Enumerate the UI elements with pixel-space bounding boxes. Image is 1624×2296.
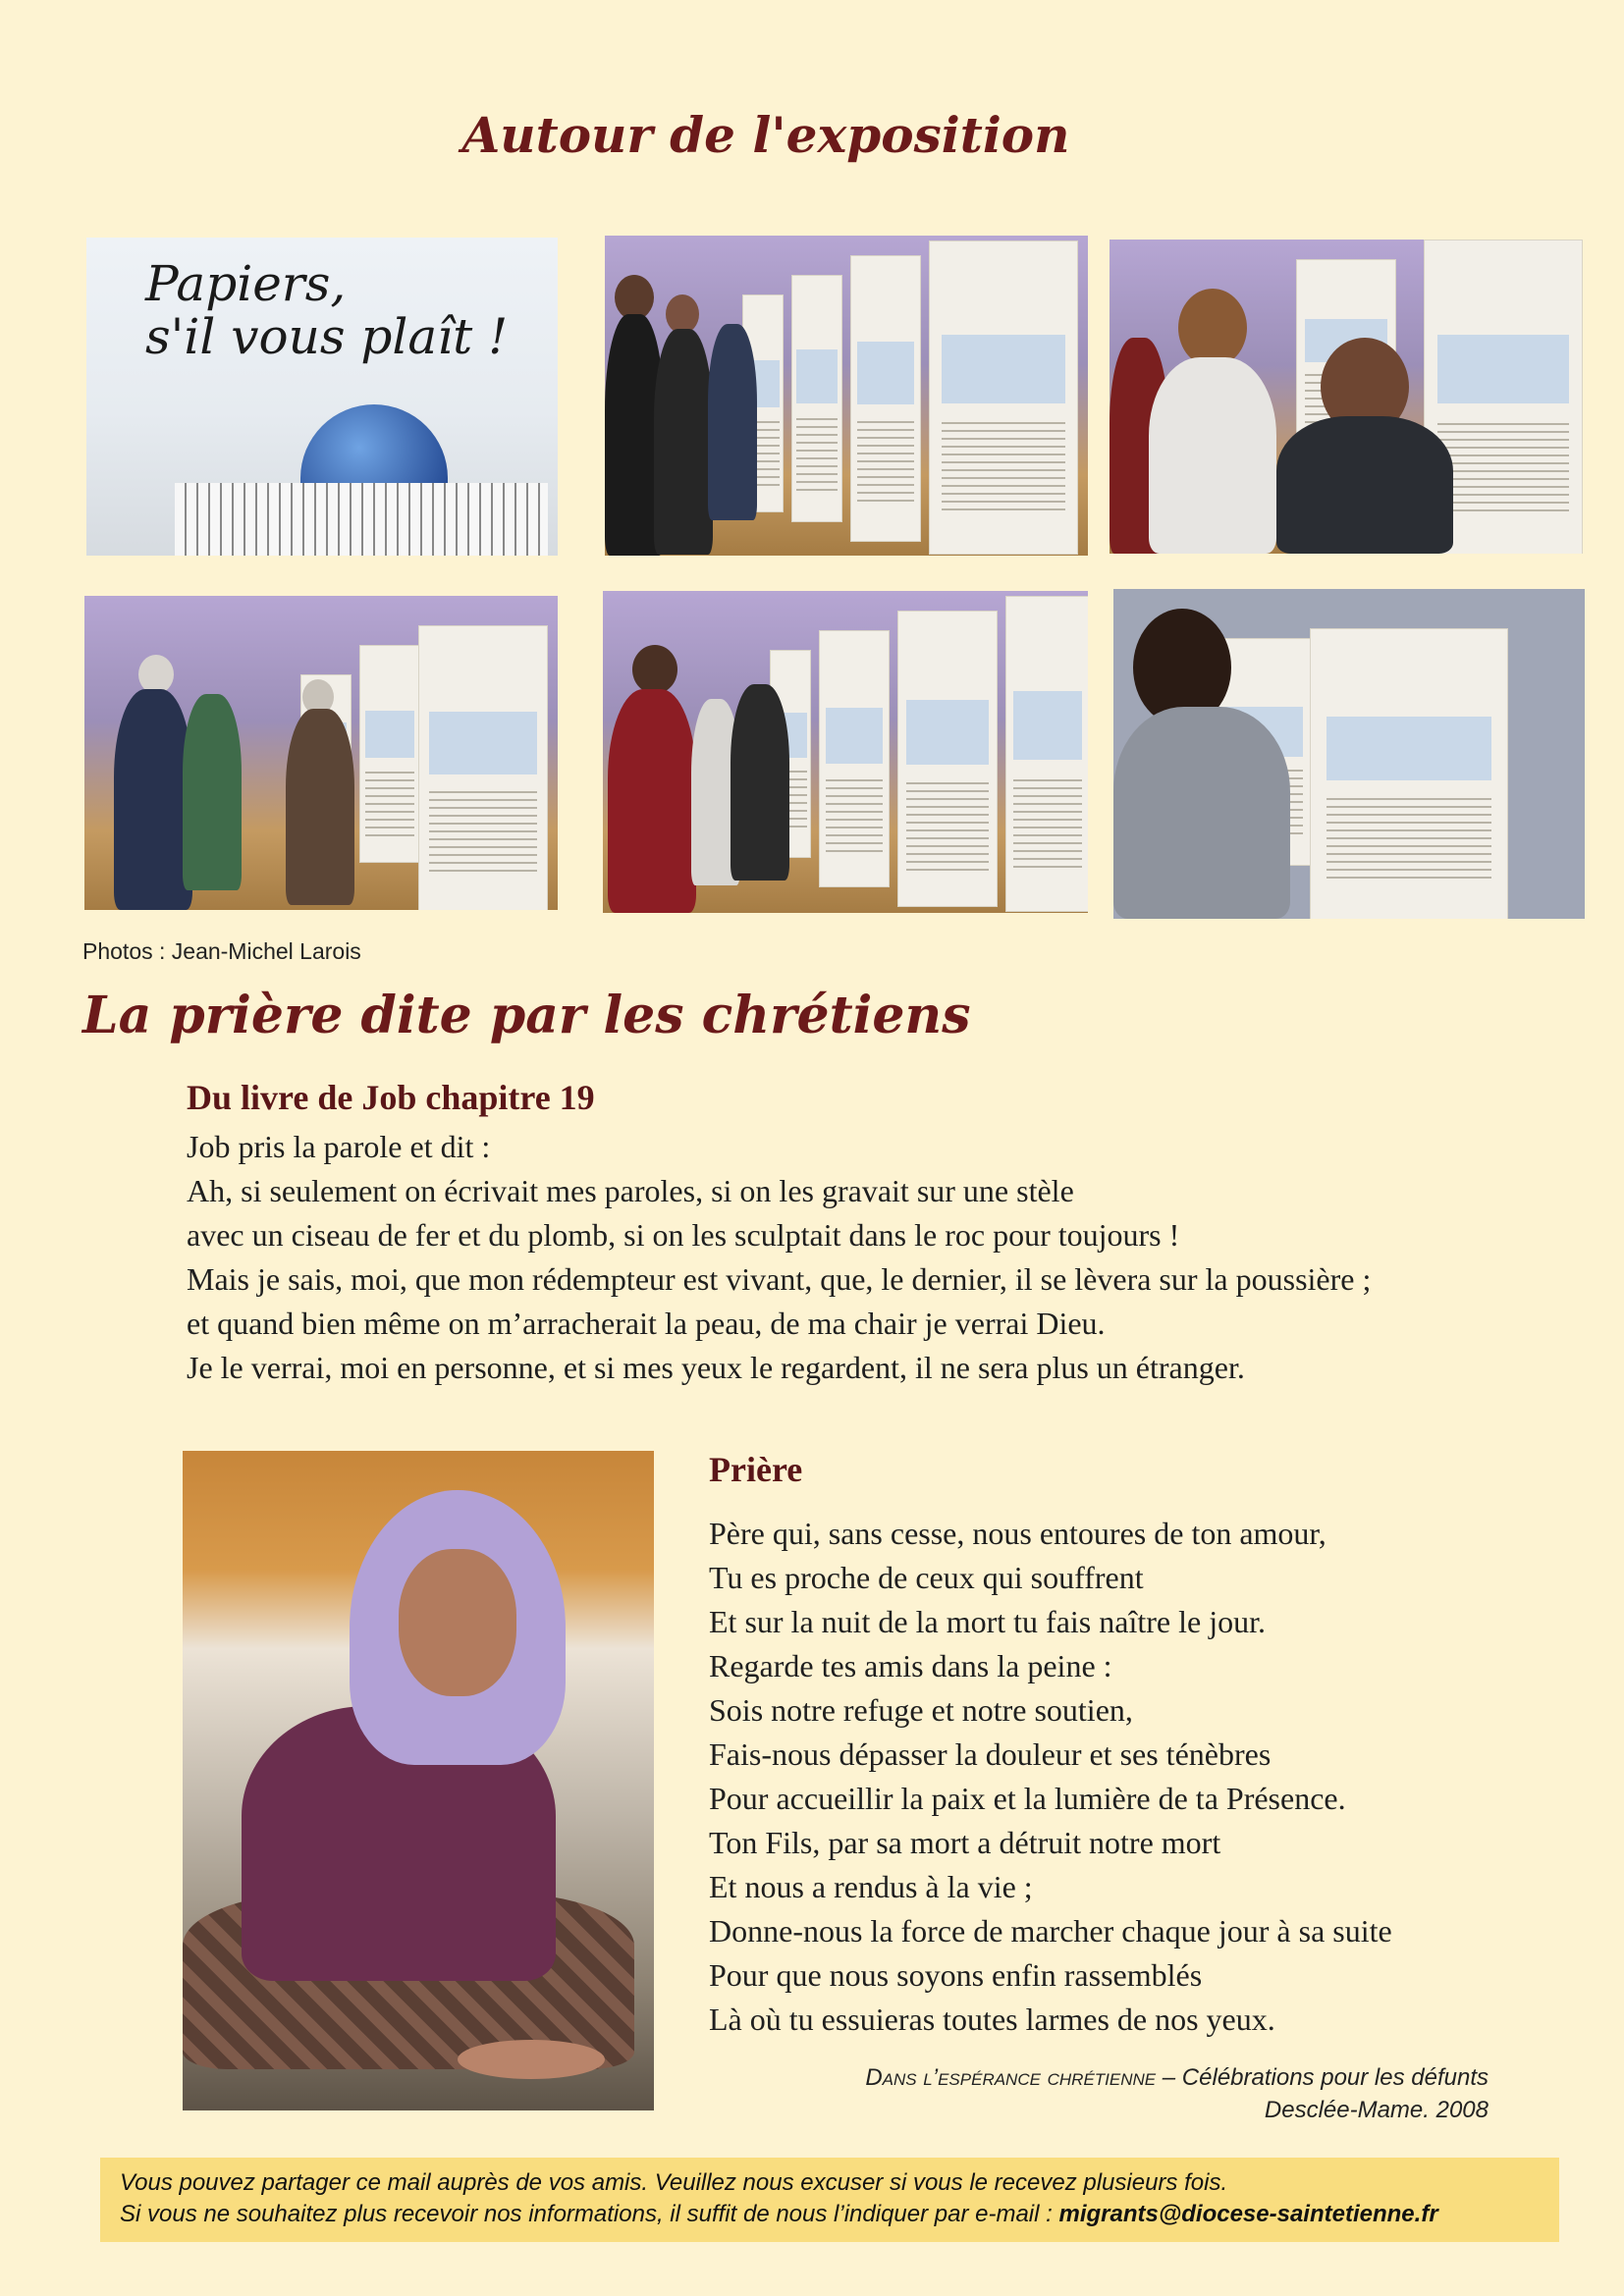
source-rest: – Célébrations pour les défunts <box>1156 2064 1489 2091</box>
footer-notice <box>100 2158 1559 2242</box>
photo-text-line2: s'il vous plaît ! <box>145 308 509 365</box>
page-title: Autour de l'exposition <box>461 106 1070 164</box>
job-reading <box>187 1125 1581 1390</box>
job-line: Job pris la parole et dit : <box>187 1129 491 1164</box>
job-line: et quand bien même on m’arracherait la peau, de ma chair je verrai Dieu. <box>187 1306 1106 1341</box>
prayer-line: Regarde tes amis dans la peine : <box>709 1648 1112 1683</box>
job-line: Ah, si seulement on écrivait mes paroles, si on les gravait sur une stèle <box>187 1173 1074 1208</box>
prayer-line: Père qui, sans cesse, nous entoures de ton amour, <box>709 1516 1326 1551</box>
photo-credit: Photos : Jean-Michel Larois <box>82 938 361 964</box>
job-heading: Du livre de Job chapitre 19 <box>187 1078 595 1117</box>
prayer-line: Pour accueillir la paix et la lumière de ta Présence. <box>709 1781 1346 1816</box>
footer-line2: Si vous ne souhaitez plus recevoir nos informations, il suffit de nous l’indiquer par e-mail : <box>120 2201 1059 2227</box>
job-line: Mais je sais, moi, que mon rédempteur est vivant, que, le dernier, il se lèvera sur la poussière ; <box>187 1261 1372 1297</box>
exhibition-photo-visitors-2 <box>1110 240 1583 554</box>
prayer-text <box>709 1512 1573 2042</box>
section-title: La prière dite par les chrétiens <box>82 986 971 1045</box>
source-publisher: Desclée-Mame. 2008 <box>1264 2097 1489 2123</box>
prayer-source <box>687 2061 1489 2126</box>
source-title: Dans l’espérance chrétienne <box>865 2064 1157 2091</box>
photo-handwritten-text <box>145 257 508 363</box>
job-line: Je le verrai, moi en personne, et si mes yeux le regardent, il ne sera plus un étranger. <box>187 1350 1245 1385</box>
exhibition-photo-visitors-3 <box>84 596 558 910</box>
prayer-line: Ton Fils, par sa mort a détruit notre mort <box>709 1825 1221 1860</box>
exhibition-photo-papiers <box>86 238 558 556</box>
prayer-line: Tu es proche de ceux qui souffrent <box>709 1560 1144 1595</box>
contact-email-link[interactable]: migrants@diocese-saintetienne.fr <box>1058 2201 1438 2227</box>
exhibition-photo-visitors-4 <box>603 591 1088 913</box>
prayer-heading: Prière <box>709 1450 803 1489</box>
photo-text-line1: Papiers, <box>145 255 347 312</box>
footer-line1: Vous pouvez partager ce mail auprès de vos amis. Veuillez nous excuser si vous le recevez plusieurs fois. <box>120 2169 1228 2196</box>
prayer-line: Et sur la nuit de la mort tu fais naître le jour. <box>709 1604 1266 1639</box>
exhibition-photo-visitors-1 <box>605 236 1088 556</box>
prayer-line: Sois notre refuge et notre soutien, <box>709 1692 1133 1728</box>
prayer-line: Pour que nous soyons enfin rassemblés <box>709 1957 1203 1993</box>
prayer-line: Donne-nous la force de marcher chaque jour à sa suite <box>709 1913 1392 1949</box>
cards-illustration <box>175 483 548 556</box>
prayer-line: Fais-nous dépasser la douleur et ses ténèbres <box>709 1736 1272 1772</box>
exhibition-photo-visitors-5 <box>1113 589 1585 919</box>
woman-photo <box>183 1451 654 2110</box>
prayer-line: Là où tu essuieras toutes larmes de nos yeux. <box>709 2002 1275 2037</box>
prayer-line: Et nous a rendus à la vie ; <box>709 1869 1033 1904</box>
job-line: avec un ciseau de fer et du plomb, si on les sculptait dans le roc pour toujours ! <box>187 1217 1180 1253</box>
